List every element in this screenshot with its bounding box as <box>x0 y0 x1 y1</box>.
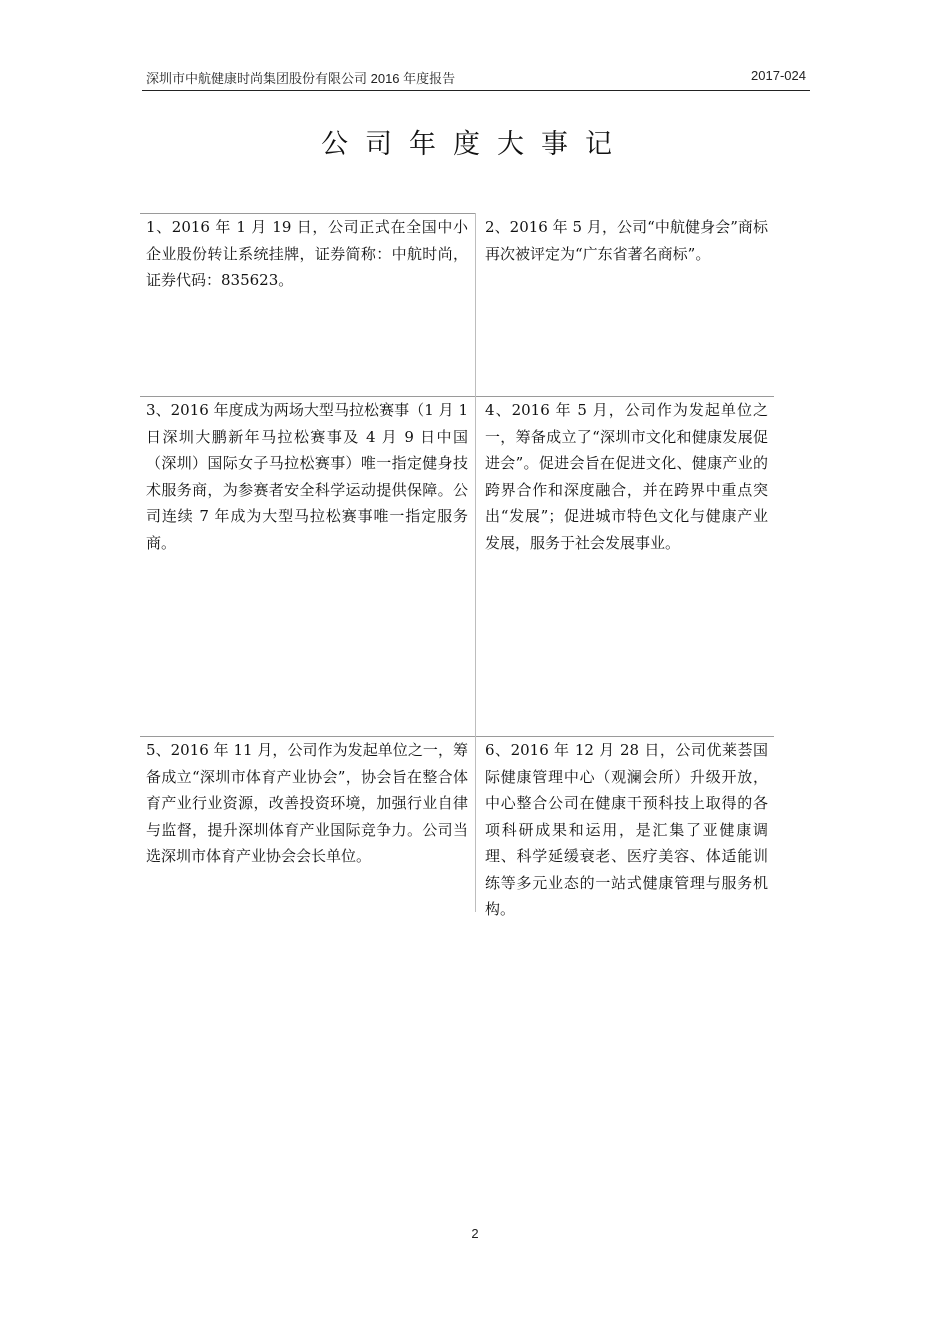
event-item-5: 5、2016 年 11 月，公司作为发起单位之一，筹备成立“深圳市体育产业协会”，协会旨在整合体育产业行业资源，改善投资环境，加强行业自律与监督，提升深圳体育产业国际竞争力。公司当选深圳市体育产业协会会长单位。 <box>146 741 468 865</box>
page-title: 公司年度大事记 <box>321 129 629 160</box>
event-item-2: 2、2016 年 5 月，公司“中航健身会”商标再次被评定为“广东省著名商标”。 <box>475 213 774 396</box>
page-header <box>142 64 810 91</box>
event-item-6: 6、2016 年 12 月 28 日，公司优莱荟国际健康管理中心（观澜会所）升级开放，中心整合公司在健康干预科技上取得的各项科研成果和运用，是汇集了亚健康调理、科学延缓衰老、医疗美容、体适能训练等多元业态的一站式健康管理与服务机构。 <box>475 736 774 912</box>
event-item-3: 3、2016 年度成为两场大型马拉松赛事（1 月 1 日深圳大鹏新年马拉松赛事及 4 月 9 日中国（深圳）国际女子马拉松赛事）唯一指定健身技术服务商，为参赛者安全科学运动提供保障。公司连续 7 年成为大型马拉松赛事唯一指定服务商。 <box>146 401 468 552</box>
event-item-1: 1、2016 年 1 月 19 日，公司正式在全国中小企业股份转让系统挂牌，证券简称：中航时尚，证券代码：835623。 <box>146 218 468 289</box>
document-number: 2017-024 <box>751 68 806 83</box>
event-item-4: 4、2016 年 5 月，公司作为发起单位之一，筹备成立了“深圳市文化和健康发展促进会”。促进会旨在促进文化、健康产业的跨界合作和深度融合，并在跨界中重点突出“发展”；促进城市特色文化与健康产业发展，服务于社会发展事业。 <box>475 396 774 736</box>
report-title: 深圳市中航健康时尚集团股份有限公司 2016 年度报告 <box>146 71 456 86</box>
page-number: 2 <box>471 1226 479 1241</box>
